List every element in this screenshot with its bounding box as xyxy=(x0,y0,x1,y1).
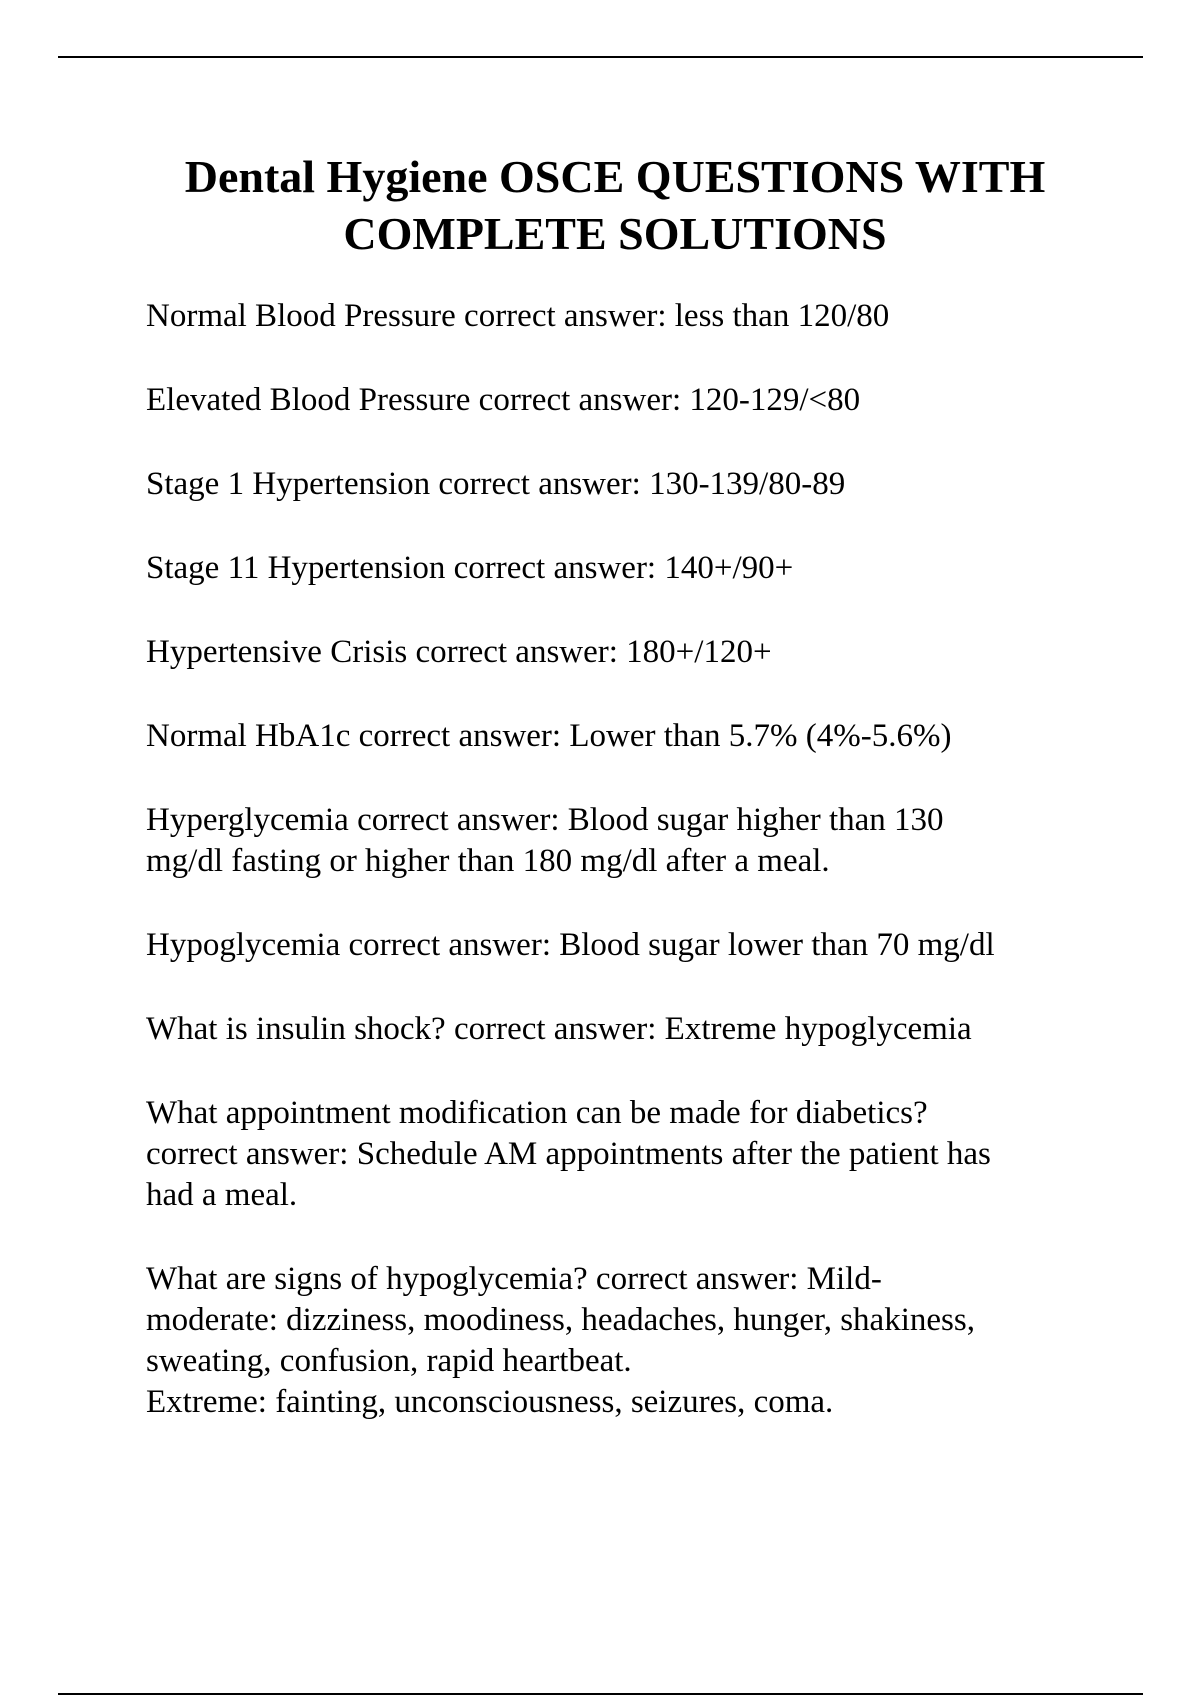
qa-line: Hypertensive Crisis correct answer: 180+/120+ xyxy=(146,634,772,670)
qa-line: had a meal. xyxy=(146,1177,298,1213)
qa-list xyxy=(146,296,1106,1466)
qa-line: mg/dl fasting or higher than 180 mg/dl after a meal. xyxy=(146,843,830,879)
qa-line: sweating, confusion, rapid heartbeat. xyxy=(146,1343,632,1379)
qa-line: What is insulin shock? correct answer: Extreme hypoglycemia xyxy=(146,1011,972,1047)
qa-line: Stage 1 Hypertension correct answer: 130-139/80-89 xyxy=(146,466,846,502)
qa-line: Normal Blood Pressure correct answer: less than 120/80 xyxy=(146,298,890,334)
qa-item-insulin-shock xyxy=(146,1009,1106,1050)
qa-item-normal-bp xyxy=(146,296,1106,337)
qa-item-hypoglycemia xyxy=(146,925,1106,966)
qa-line: What appointment modification can be made for diabetics? xyxy=(146,1095,928,1131)
qa-line: Stage 11 Hypertension correct answer: 140+/90+ xyxy=(146,550,794,586)
qa-item-hypertensive-crisis xyxy=(146,632,1106,673)
qa-item-normal-hba1c xyxy=(146,716,1106,757)
title-line-2: COMPLETE SOLUTIONS xyxy=(343,208,887,259)
qa-line: What are signs of hypoglycemia? correct answer: Mild- xyxy=(146,1261,882,1297)
qa-item-stage1-hypertension xyxy=(146,464,1106,505)
qa-item-elevated-bp xyxy=(146,380,1106,421)
qa-line: Hyperglycemia correct answer: Blood sugar higher than 130 xyxy=(146,802,944,838)
qa-item-appointment-modification xyxy=(146,1093,1106,1216)
qa-line: Elevated Blood Pressure correct answer: 120-129/<80 xyxy=(146,382,861,418)
qa-line: correct answer: Schedule AM appointments after the patient has xyxy=(146,1136,991,1172)
qa-line: moderate: dizziness, moodiness, headaches, hunger, shakiness, xyxy=(146,1302,975,1338)
qa-item-stage2-hypertension xyxy=(146,548,1106,589)
qa-line: Hypoglycemia correct answer: Blood sugar lower than 70 mg/dl xyxy=(146,927,995,963)
title-line-1: Dental Hygiene OSCE QUESTIONS WITH xyxy=(184,151,1046,202)
document-title xyxy=(110,148,1120,262)
qa-line: Normal HbA1c correct answer: Lower than 5.7% (4%-5.6%) xyxy=(146,718,952,754)
qa-item-signs-of-hypoglycemia xyxy=(146,1259,1106,1423)
qa-line: Extreme: fainting, unconsciousness, seizures, coma. xyxy=(146,1384,834,1420)
bottom-divider xyxy=(58,1693,1143,1695)
top-divider xyxy=(58,56,1143,58)
qa-item-hyperglycemia xyxy=(146,800,1106,882)
